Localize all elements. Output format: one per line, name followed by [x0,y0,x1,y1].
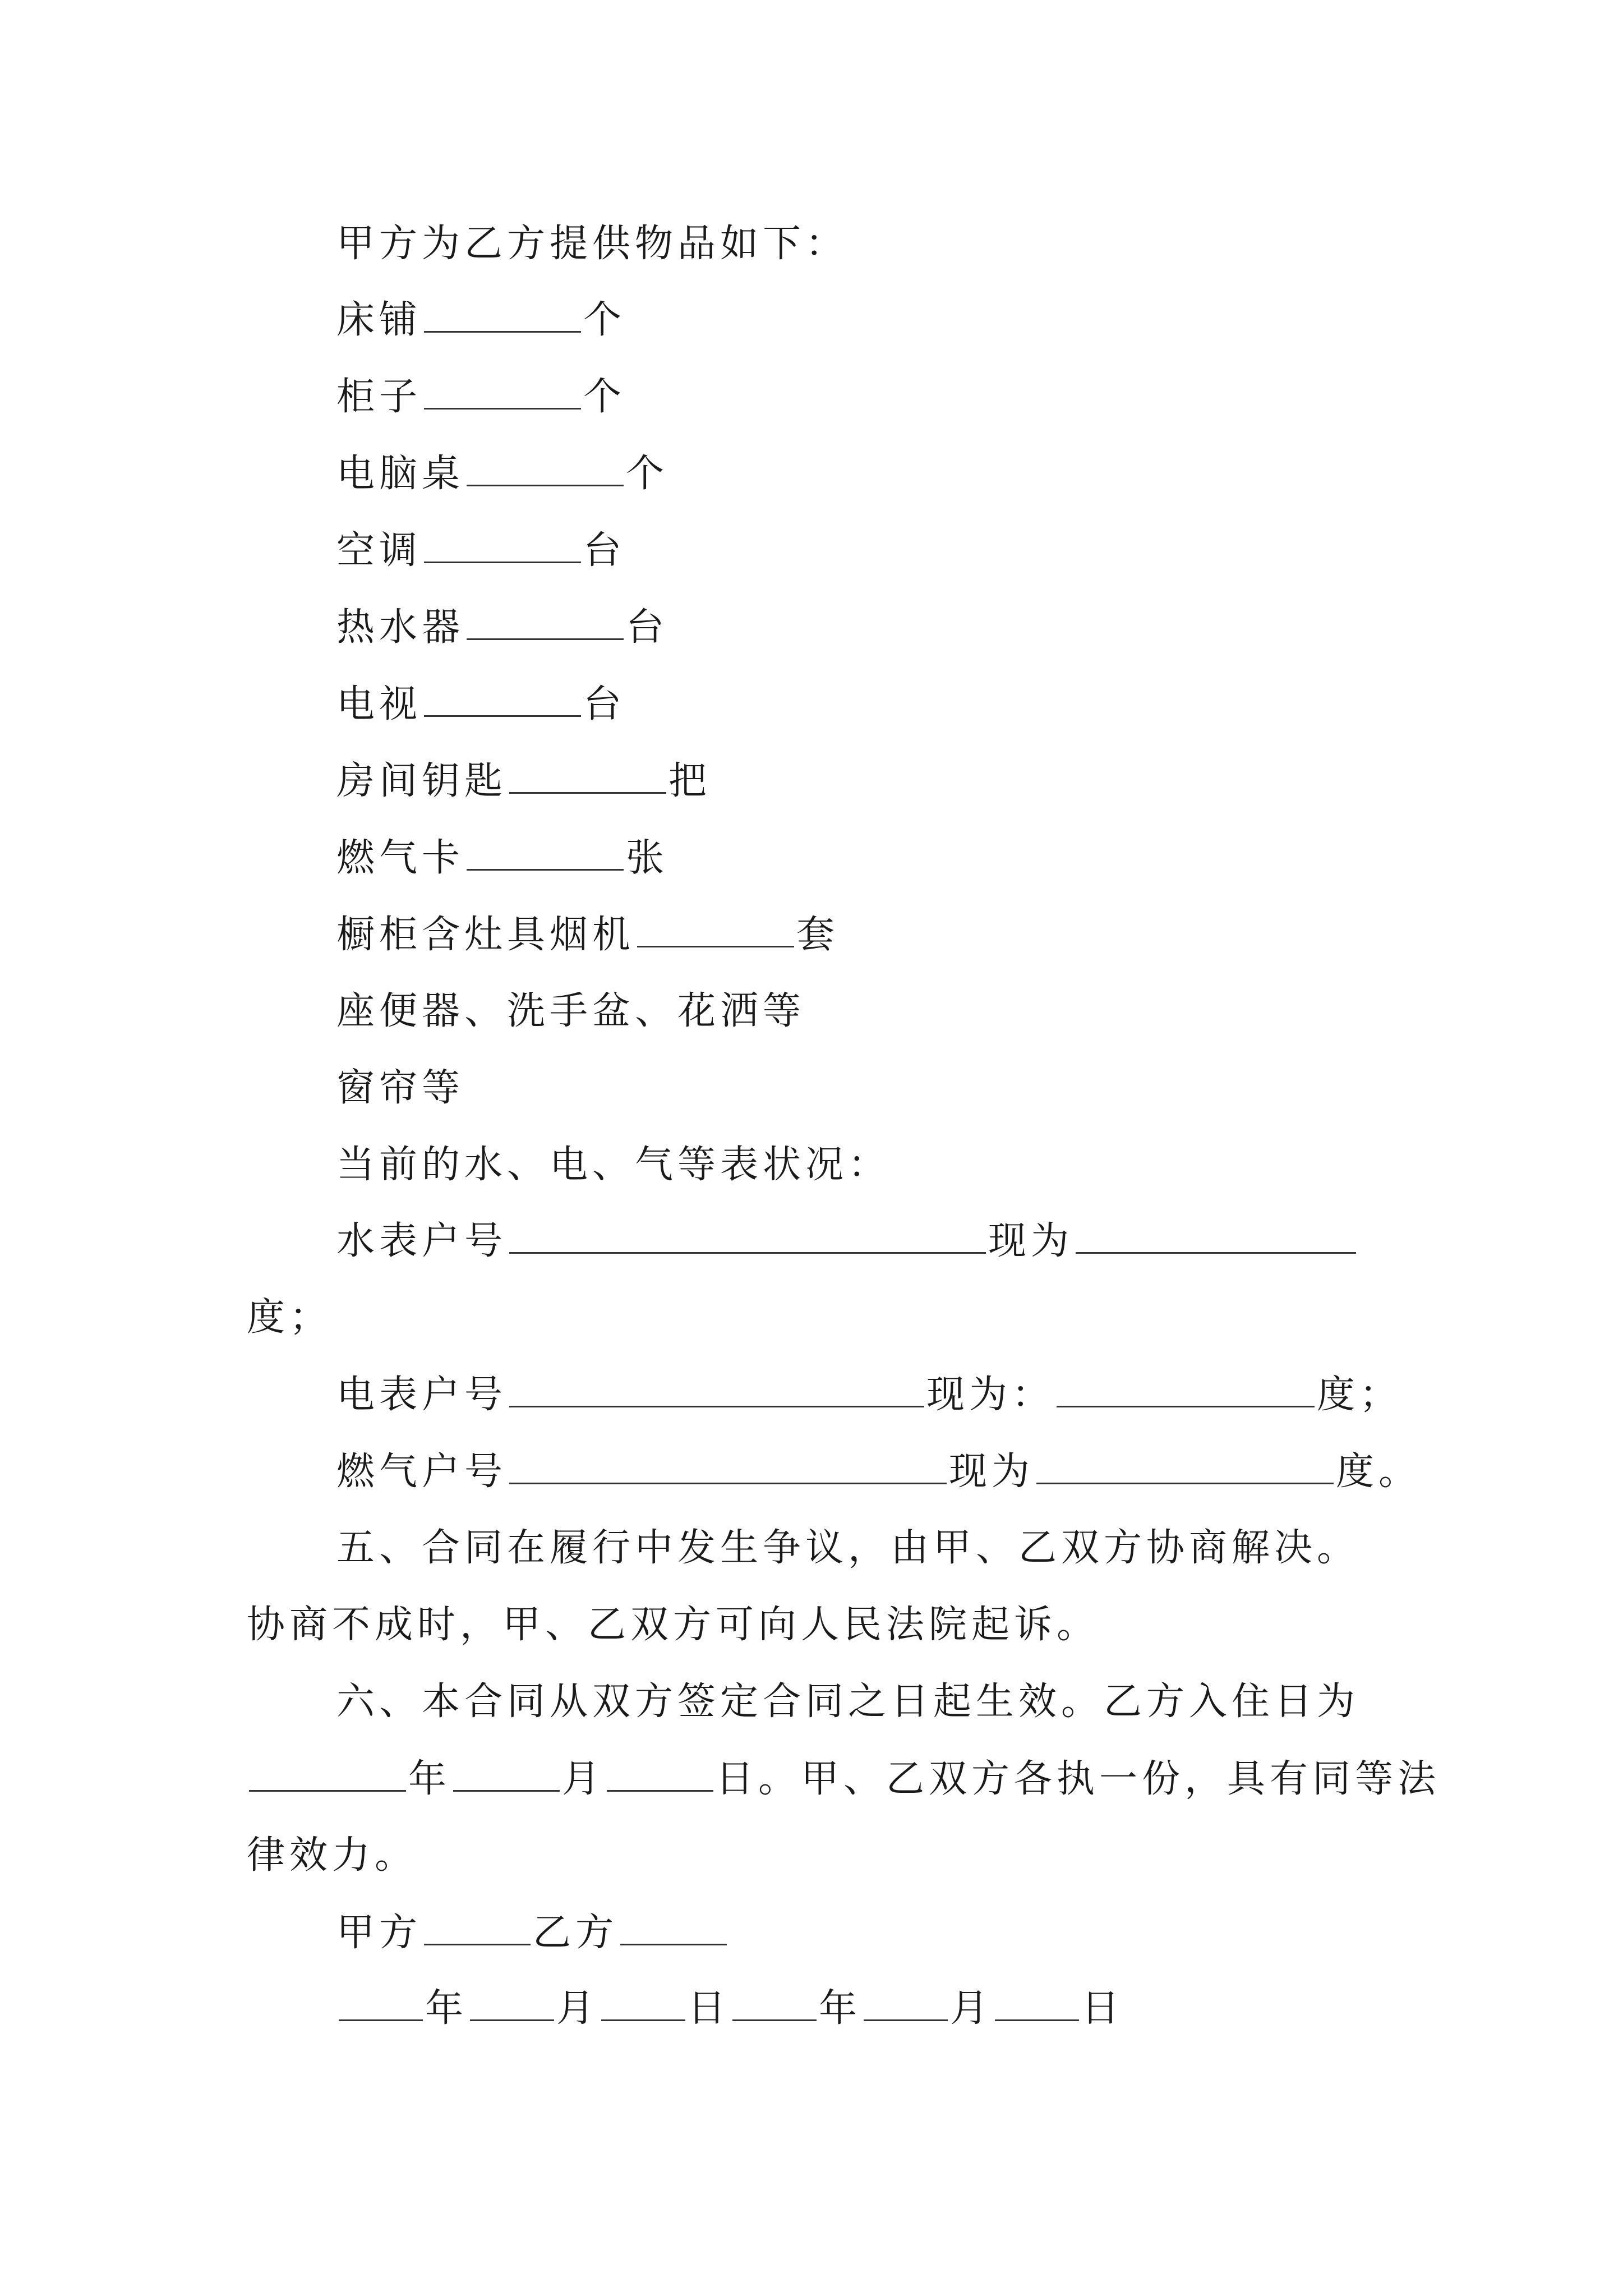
day-blank [601,1986,685,2021]
account-number-blank [509,1218,986,1254]
clause-6-line-3: 律效力。 [247,1833,418,1878]
quantity-blank [424,374,581,409]
electric-meter-line: 电表户号 现为： 度； [336,1373,1403,1417]
month-blank [470,1986,554,2021]
item-line: 橱柜含灶具烟机 套 [336,913,840,957]
quantity-blank [467,835,624,871]
signature-date-line: 年 月 日 年 月 日 [336,1986,1124,2031]
item-plain-line: 窗帘等 [336,1066,465,1110]
item-line: 热水器 台 [336,605,669,650]
water-meter-line: 水表户号 现为 [336,1218,1358,1264]
quantity-blank [424,297,581,333]
clause-6-line-1: 六、本合同从双方签定合同之日起生效。乙方入住日为 [336,1680,1360,1724]
item-line: 电视 台 [336,682,626,726]
quantity-blank [467,605,624,640]
item-plain-line: 座便器、洗手盆、花洒等 [336,989,806,1033]
year-blank [249,1756,406,1792]
quantity-blank [424,682,581,717]
clause-6-line-2: 年 月 日。甲、乙双方各执一份，具有同等法 [247,1756,1440,1802]
party-b-signature-blank [620,1910,727,1945]
clause-5-line-1: 五、合同在履行中发生争议，由甲、乙双方协商解决。 [336,1526,1360,1570]
year-blank [732,1986,817,2021]
signature-line: 甲方 乙方 [336,1910,729,1955]
reading-blank [1036,1449,1334,1484]
quantity-blank [509,758,666,794]
item-line: 空调 台 [336,528,626,573]
quantity-blank [424,528,581,563]
reading-blank [1076,1218,1356,1254]
clause-5-line-2: 协商不成时，甲、乙双方可向人民法院起诉。 [247,1603,1100,1647]
account-number-blank [509,1449,947,1484]
item-line: 柜子 个 [336,375,626,419]
intro-line: 甲方为乙方提供物品如下： [336,222,849,266]
party-a-signature-blank [424,1910,531,1945]
year-blank [339,1986,423,2021]
gas-meter-line: 燃气户号 现为 度。 [336,1450,1422,1494]
item-line: 房间钥匙 把 [336,759,712,803]
item-line: 床铺 个 [336,298,626,342]
day-blank [607,1756,713,1792]
quantity-blank [467,451,624,486]
item-line: 电脑桌 个 [336,452,669,496]
day-blank [995,1986,1079,2021]
month-blank [453,1756,560,1792]
water-meter-unit: 度； [247,1295,333,1340]
account-number-blank [509,1372,924,1407]
meters-intro: 当前的水、电、气等表状况： [336,1143,891,1187]
reading-blank [1057,1372,1315,1407]
quantity-blank [637,912,794,947]
item-line: 燃气卡 张 [336,836,669,880]
month-blank [864,1986,948,2021]
